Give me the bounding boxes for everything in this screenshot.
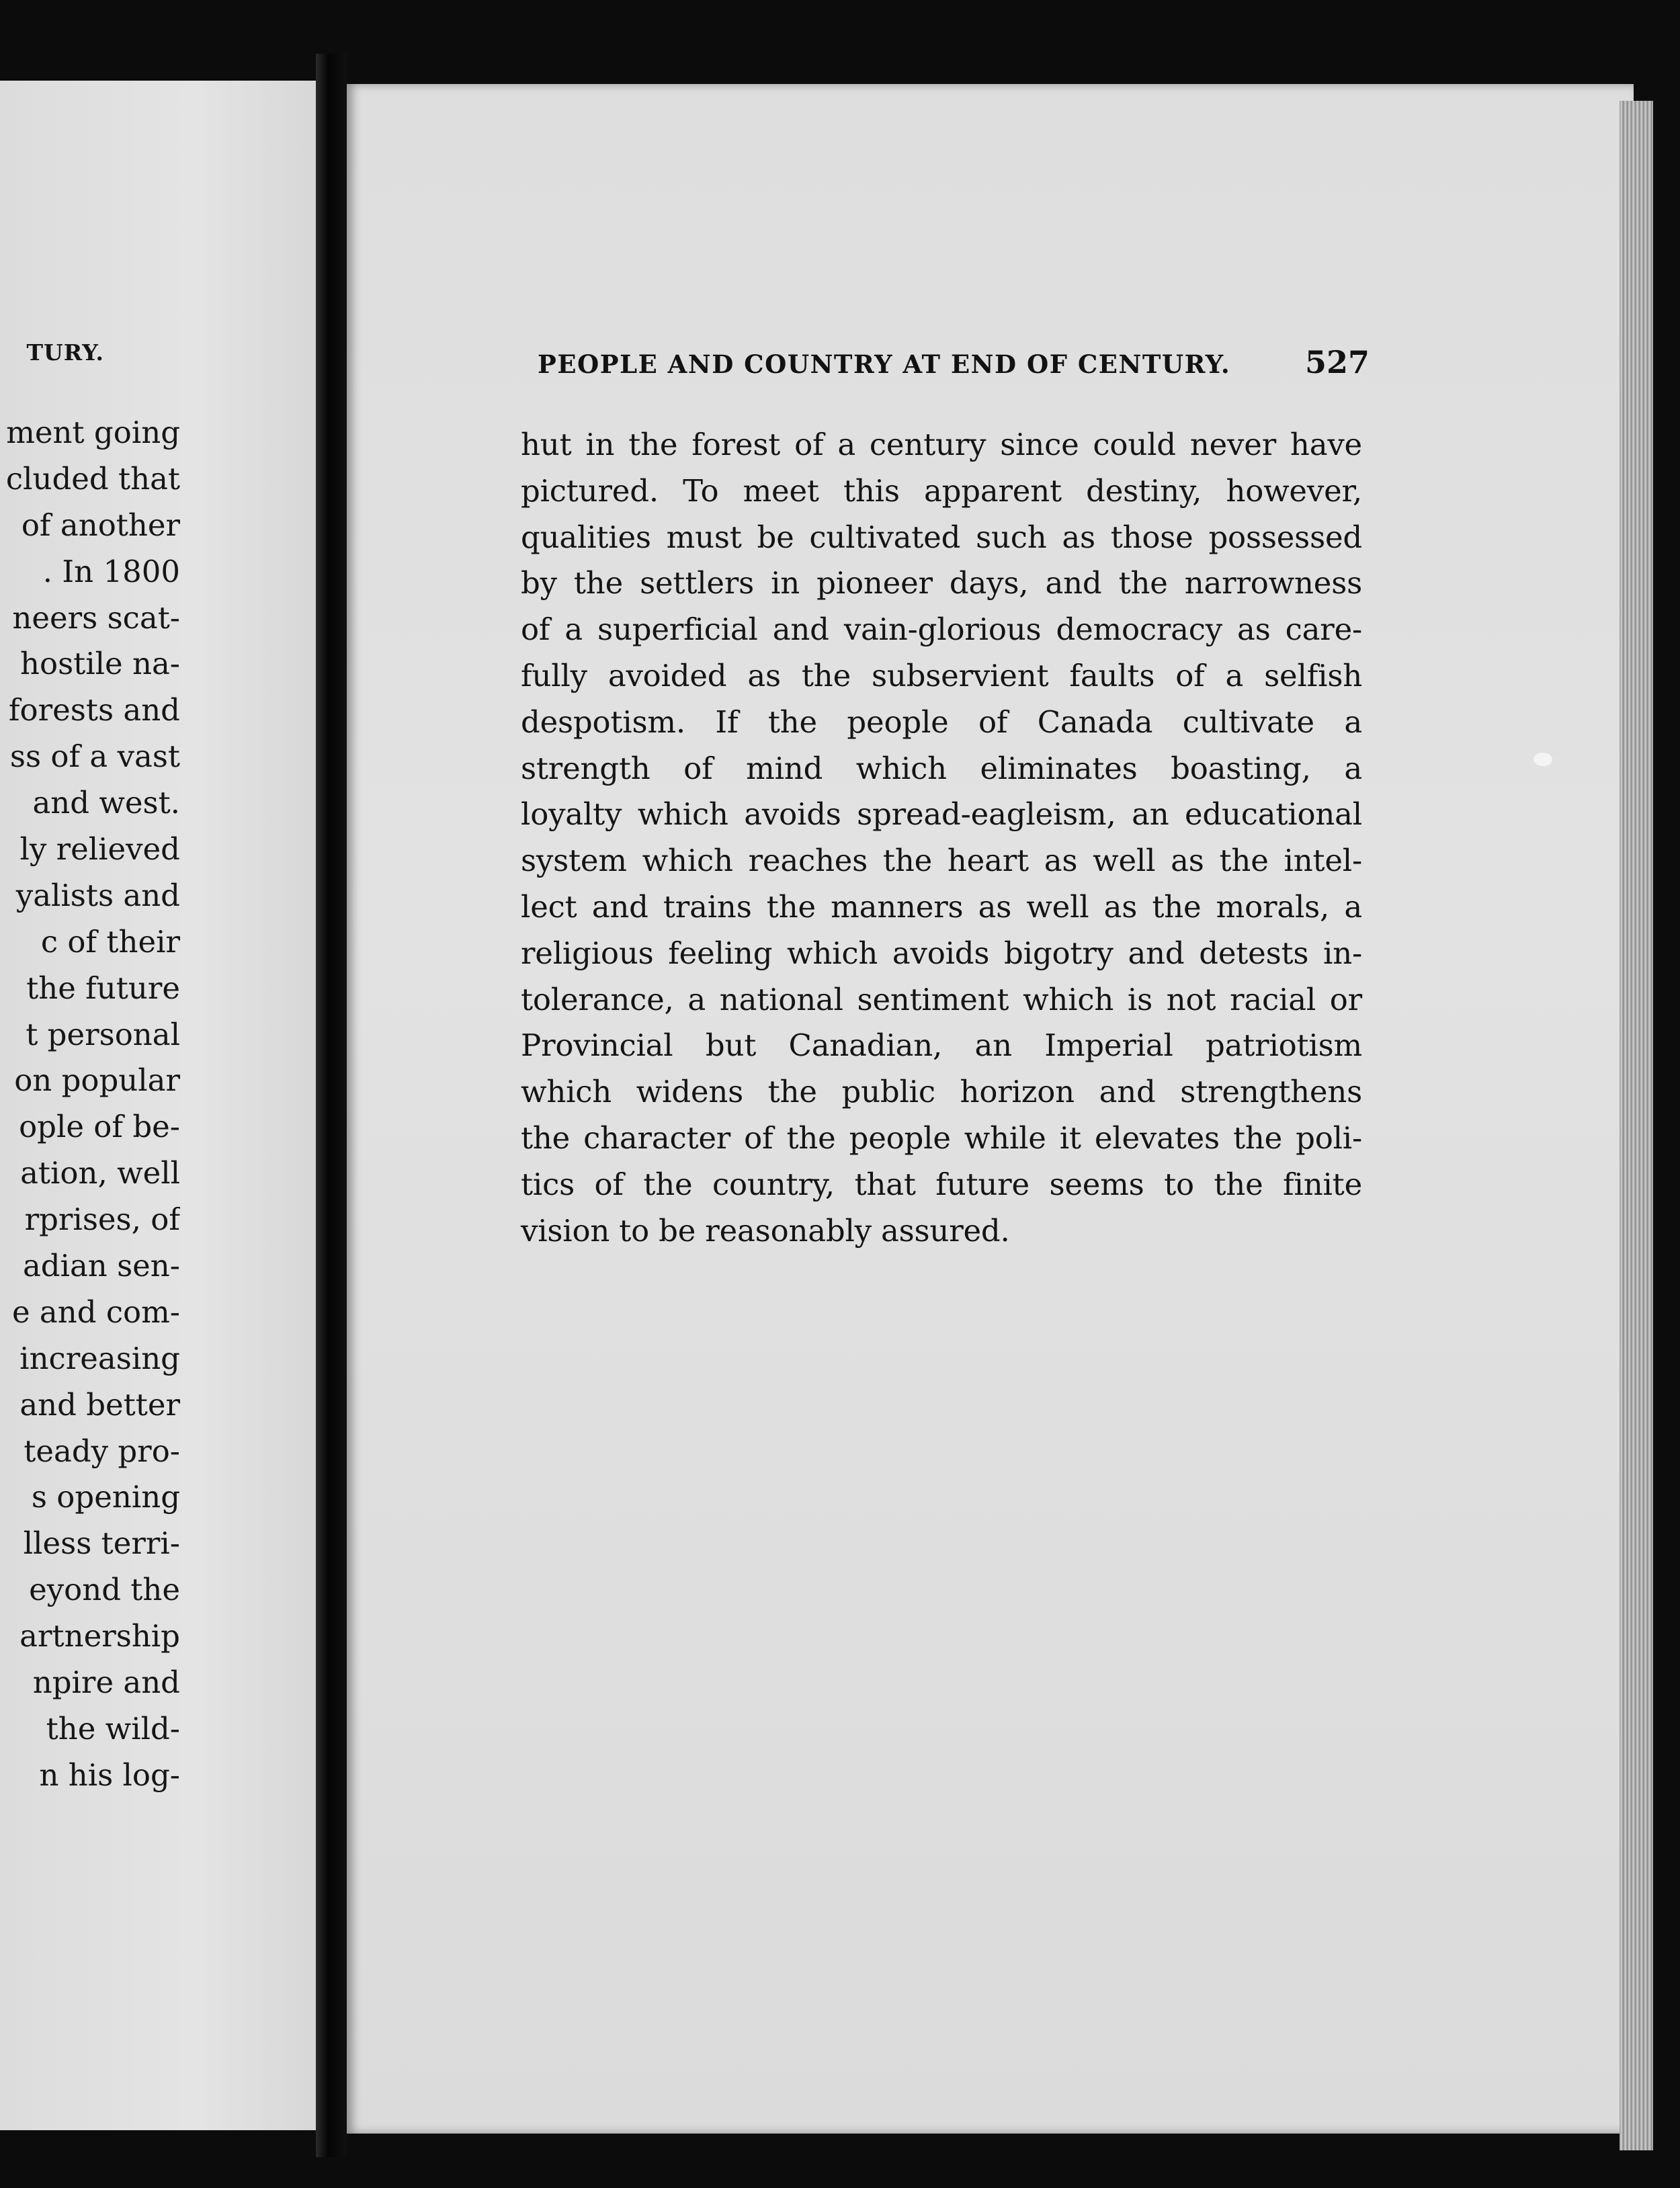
text-line: tics of the country, that future seems to the finite: [521, 1166, 1362, 1202]
running-head-title: PEOPLE AND COUNTRY AT END OF CENTURY.: [538, 349, 1231, 379]
text-line: ation, well: [20, 1155, 180, 1191]
text-line: fully avoided as the subservient faults of a selfish: [521, 657, 1362, 693]
text-line: vision to be reasonably assured.: [521, 1212, 1010, 1249]
text-line: of another: [21, 507, 180, 543]
text-line: npire and: [32, 1665, 180, 1701]
text-line: neers scat-: [12, 599, 180, 636]
text-line: ople of be-: [19, 1109, 180, 1145]
text-line: and better: [19, 1386, 180, 1423]
text-line: system which reaches the heart as well as the intel-: [521, 843, 1362, 879]
text-line: artnership: [19, 1618, 180, 1654]
text-line: ly relieved: [19, 831, 180, 868]
text-line: rprises, of: [24, 1202, 180, 1238]
paper-speck: [1534, 753, 1552, 766]
text-line: adian sen-: [22, 1248, 180, 1284]
text-line: Provincial but Canadian, an Imperial patriotism: [521, 1027, 1362, 1064]
text-line: c of their: [40, 923, 180, 960]
body-text: [521, 422, 1362, 1254]
text-line: qualities must be cultivated such as those possessed: [521, 519, 1362, 555]
text-line: strength of mind which eliminates boasting, a: [521, 750, 1362, 786]
text-line: s opening: [31, 1479, 180, 1515]
text-line: the wild-: [46, 1710, 180, 1747]
text-line: . In 1800: [42, 553, 180, 589]
text-line: forests and: [8, 692, 180, 728]
text-line: cluded that: [5, 460, 180, 497]
text-line: and west.: [32, 785, 180, 821]
text-line: which widens the public horizon and strengthens: [521, 1074, 1362, 1110]
left-running-head: TURY.: [26, 339, 104, 366]
text-line: t personal: [26, 1016, 180, 1052]
text-line: of a superficial and vain-glorious democracy as care-: [521, 612, 1362, 648]
running-head: [538, 344, 1370, 380]
text-line: hut in the forest of a century since could never have: [521, 427, 1362, 462]
text-line: teady pro-: [24, 1433, 180, 1469]
page-edges: [1620, 101, 1653, 2150]
text-line: n his log-: [39, 1757, 180, 1793]
text-line: hostile na-: [20, 646, 180, 682]
text-line: ment going: [6, 415, 180, 450]
text-line: by the settlers in pioneer days, and the narrowness: [521, 565, 1362, 601]
text-line: despotism. If the people of Canada cultivate a: [521, 704, 1362, 740]
text-line: religious feeling which avoids bigotry and detests in-: [521, 935, 1362, 971]
text-line: lless terri-: [23, 1525, 180, 1562]
text-line: the character of the people while it elevates the poli-: [521, 1120, 1362, 1156]
text-line: ss of a vast: [9, 739, 180, 775]
left-page-text: [0, 410, 180, 1799]
text-line: lect and trains the manners as well as the morals, a: [521, 888, 1362, 925]
text-line: yalists and: [15, 877, 180, 913]
book-gutter: [316, 54, 347, 2157]
text-line: increasing: [19, 1340, 180, 1376]
text-line: on popular: [14, 1062, 180, 1099]
text-line: pictured. To meet this apparent destiny, however,: [521, 472, 1362, 509]
page-number: 527: [1304, 344, 1370, 380]
left-page: [0, 81, 328, 2130]
text-line: eyond the: [29, 1572, 180, 1608]
text-line: the future: [26, 970, 180, 1006]
text-line: loyalty which avoids spread-eagleism, an educational: [521, 796, 1362, 833]
text-line: e and com-: [11, 1294, 180, 1330]
text-line: tolerance, a national sentiment which is not racial or: [521, 981, 1362, 1017]
